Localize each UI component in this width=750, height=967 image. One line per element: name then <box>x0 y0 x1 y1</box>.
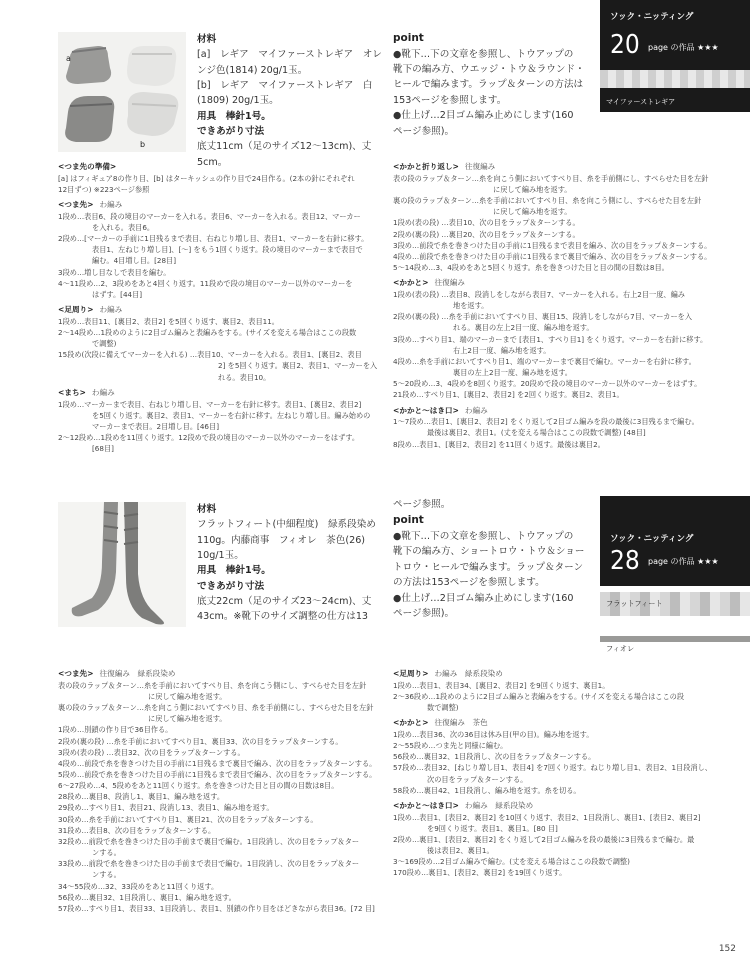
point-line: トロウ・ヒールで編みます。ラップ＆ターン <box>393 561 584 573</box>
section-heading: <かかと> <box>393 718 429 728</box>
instruction-line: 3段め…前段で糸を巻きつけた目の手前に1目残るまで表目を編み、次の目をラップ＆ターンする。 <box>393 240 712 250</box>
instruction-line: 裏目の左上2目一度、編み地を返す。 <box>453 368 572 378</box>
instruction-line: 裏の段のラップ＆ターン…糸を手前においてすべり目、糸を向こう側にし、すべらせた目を左針 <box>393 196 702 206</box>
banner-page-20: page の作品 ★★★ <box>648 43 719 52</box>
instruction-line: 33段め…前段で糸を巻きつけた目の手前まで表目で編む。1目段消し、次の目をラップ＆ター <box>58 859 360 869</box>
size-heading-28: できあがり寸法 <box>197 580 265 592</box>
banner-page-28: page の作品 ★★★ <box>648 557 719 566</box>
size-line: 5cm。 <box>197 156 228 168</box>
section-heading: <足周り> <box>393 669 429 678</box>
instruction-line: 2～55段め…つま先と同様に編む。 <box>393 741 508 751</box>
instruction-line: [68目] <box>92 444 114 454</box>
materials-block-28 <box>197 502 392 625</box>
instruction-line: 30段め…糸を手前においてすべり目1、裏目21、次の目をラップ＆ターンする。 <box>58 814 318 824</box>
instruction-line: 56段め…裏目32、1目段消し、次の目をラップ＆ターンする。 <box>393 752 596 762</box>
tools-28: 用具 棒針1号。 <box>197 565 271 577</box>
banner-number-28: 28 <box>610 546 640 576</box>
instruction-line: 表の段のラップ＆ターン…糸を手前においてすべり目、糸を向こう側にし、すべらせた目を左針 <box>58 680 367 690</box>
instruction-line: 右上2目一度、編み地を返す。 <box>453 345 551 355</box>
size-line: 底丈22cm（足のサイズ23～24cm)、丈 <box>197 596 372 608</box>
size-line: 底丈11cm（足のサイズ12～13cm)、丈 <box>197 141 372 153</box>
material-line: ンジ色(1814) 20g/1玉。 <box>197 64 308 76</box>
instructions-lower-left <box>58 664 393 914</box>
section-subheading: わ編み <box>99 200 123 210</box>
yarn-name-28-1: フラットフィート <box>606 599 663 608</box>
point-heading-28: point <box>393 514 424 527</box>
instruction-line: 2] を5回くり返す。裏目2、表目1、マーカーを入 <box>218 361 378 371</box>
instruction-line: れる。表目10。 <box>218 372 271 382</box>
section-subheading: わ編み 緑系段染め <box>464 800 534 810</box>
materials-heading-28: 材料 <box>197 504 217 515</box>
instruction-line: を入れる。表目6。 <box>92 223 155 232</box>
instruction-line: 2段め…[マーカーの手前に1目残るまで表目、右ねじり増し目、表目1、マーカーを右針に移す。 <box>58 234 369 244</box>
instruction-line: 4段め…前段で糸を巻きつけた目の手前に1目残るまで裏目で編み、次の目をラップ＆ターンする。 <box>58 758 377 768</box>
instruction-line: に戻して編み地を返す。 <box>493 207 572 217</box>
point-block-28 <box>393 497 598 621</box>
section-heading: <つま先の準備> <box>58 162 117 171</box>
photo-label-a: a <box>66 54 71 63</box>
point-line: 153ページを参照します。 <box>393 94 507 106</box>
instruction-line: 1段め…表目1、[表目2、裏目2] を10回くり返す、表目2、1目段消し、裏目1、[表目2、裏目2] <box>393 812 701 822</box>
instruction-line: 1段め…表目36、次の36目は休み目(甲の目)。編み地を返す。 <box>393 730 594 739</box>
socks-illustration-20 <box>58 32 186 152</box>
section-heading: <かかと折り返し> <box>393 162 459 171</box>
instructions-lower-right <box>393 664 718 879</box>
section-heading: <足周り> <box>58 305 94 315</box>
instruction-line: 5～20段め…3、4段めを8回くり返す。20段めで段の境目のマーカー以外のマーカーをはずす。 <box>393 379 702 389</box>
instruction-line: 21段め…すべり目1、[裏目2、表目2] を2回くり返す。裏目2、表目1。 <box>393 390 624 400</box>
instruction-line: を9回くり返す。表目1、裏目1。[80 目] <box>427 823 558 833</box>
point-line: ●靴下…下の文章を参照し、トウアップの <box>393 531 574 543</box>
material-line: 110g。内藤商事 フィオレ 茶色(26) <box>197 534 366 546</box>
instruction-line: 表目1、左ねじり増し目]、[～] をもう1回くり返す。段の境目のマーカーまで表目で <box>92 245 363 255</box>
instruction-line: 3段め(表の段) …表目32、次の目をラップ＆ターンする。 <box>58 747 245 757</box>
instruction-line: で調整) <box>92 339 117 349</box>
point-heading-20: point <box>393 32 424 44</box>
section-heading: <つま先> <box>58 669 94 678</box>
instruction-line: 表の段のラップ＆ターン…糸を向こう側においてすべり目、糸を手前側にし、すべらせた目を左針 <box>393 173 709 183</box>
instruction-line: 5～14段め…3、4段めをあと5回くり返す。糸を巻きつけた目と目の間の目数は8目。 <box>393 263 669 273</box>
instruction-line: 裏の段のラップ＆ターン…糸を向こう側においてすべり目、糸を手前側にし、すべらせた目を左針 <box>58 703 374 713</box>
carry-line-28: ページ参照。 <box>393 499 451 510</box>
section-subheading: わ編み 緑系段染め <box>434 669 503 678</box>
instruction-line: れる。裏目の左上2目一度、編み地を返す。 <box>453 323 594 333</box>
section-heading: <かかと～はき口> <box>393 405 459 415</box>
materials-heading-20: 材料 <box>197 34 217 45</box>
instruction-line: 数で調整) <box>427 703 459 713</box>
instruction-line: 32段め…前段で糸を巻きつけた目の手前まで裏目で編む。1目段消し、次の目をラップ＆ター <box>58 836 360 846</box>
section-heading: <かかと～はき口> <box>393 800 459 810</box>
section-subheading: 往復編み <box>434 278 465 288</box>
instruction-line: 56段め…裏目32、1目段消し、裏目1、編み地を返す。 <box>58 892 236 902</box>
instruction-line: 次の目をラップ＆ターンする。 <box>427 774 528 784</box>
instruction-line: 1段め…表目6、段の境目のマーカーを入れる。表目6、マーカーを入れる。表目12、マーカー <box>58 211 361 221</box>
section-subheading: 往復編み 緑系段染め <box>99 669 176 678</box>
instruction-line: 2段め(裏の段) …糸を手前においてすべり目1、裏目33、次の目をラップ＆ターンする。 <box>58 736 343 746</box>
instruction-line: 2段め…裏目1、[表目2、裏目2] をくり返して2目ゴム編みを段の最後に3目残るまで編む。最 <box>393 835 695 845</box>
point-block-20 <box>393 30 598 139</box>
instruction-line: 3段め…すべり目1、端のマーカーまで [表目1、すべり目1] をくり返す。マーカーを右針に移す。 <box>393 334 708 344</box>
material-line: (1809) 20g/1玉。 <box>197 95 279 107</box>
yarn-swatch-28-2 <box>600 636 750 642</box>
instruction-line: 2～12段め…1段めを11回くり返す。12段めで段の境目のマーカー以外のマーカーをはずす。 <box>58 433 360 443</box>
instruction-line: 地を返す。 <box>453 301 489 311</box>
instruction-line: 4～11段め…2、3段めをあと4回くり返す。11段めで段の境目のマーカー以外のマーカーを <box>58 278 353 288</box>
section-subheading: 往復編み <box>464 162 496 171</box>
instruction-line: 2段め(裏の段) …糸を手前においてすべり目、裏目15、段消しをしながら7目、マーカーを入 <box>393 312 693 322</box>
instruction-line: 3段め…増し目なしで表目を編む。 <box>58 267 171 277</box>
long-socks-illustration <box>58 502 186 627</box>
instruction-line: 4段め…糸を手前においてすべり目1、端のマーカーまで裏目で編む。マーカーを右針に移す。 <box>393 356 696 366</box>
instruction-line: に戻して編み地を返す。 <box>493 184 572 194</box>
instruction-line: マーカーまで表目。2目増し目。[46目] <box>92 421 219 431</box>
instruction-line: 1段め…マーカーまで表目、右ねじり増し目、マーカーを右針に移す。表目1、[裏目2、表目2] <box>58 399 362 409</box>
instruction-line: 2～36段め…1段めのように2目ゴム編みと表編みをする。(サイズを変える場合はここの段 <box>393 691 685 701</box>
banner-20 <box>600 0 750 112</box>
instruction-line: に戻して編み地を返す。 <box>148 691 227 701</box>
size-heading-20: できあがり寸法 <box>197 126 265 138</box>
instruction-line: 170段め…裏目1、[表目2、裏目2] を19回くり返す。 <box>393 868 567 878</box>
material-line: 10g/1玉。 <box>197 550 244 562</box>
point-line: 靴下の編み方、ショートロウ・トウ＆ショー <box>393 546 585 558</box>
instruction-line: 1段め(表の段) …表目8、段消しをしながら表目7、マーカーを入れる。右上2目一度、編み <box>393 289 685 299</box>
long-socks-photo-28 <box>58 502 186 627</box>
banner-label-20: ソック・ニッティング <box>610 12 694 22</box>
instruction-line: 57段め…すべり目1、表目33、1目段消し、表目1、別鎖の作り目をほどきながら表目36。[72 目] <box>58 903 375 913</box>
instruction-line: 編む。4目増し目。[28目] <box>92 256 177 266</box>
instruction-line: 2段め(裏の段) …裏目20、次の目をラップ＆ターンする。 <box>393 229 580 239</box>
banner-label-28: ソック・ニッティング <box>610 534 694 544</box>
instructions-upper-right <box>393 157 713 450</box>
section-heading: <つま先> <box>58 200 94 210</box>
section-subheading: わ編み <box>91 387 115 397</box>
material-line: フラットフィート(中細程度) 緑系段染め <box>197 519 376 531</box>
instruction-line: 3～169段め…2目ゴム編みで編む。(丈を変える場合はここの段数で調整) <box>393 857 630 867</box>
photo-label-b: b <box>140 140 146 149</box>
instruction-line: 28段め…裏目8、段消し1、裏目1、編み地を返す。 <box>58 792 225 802</box>
instruction-line: 8段め…表目1、[裏目2、表目2] を11回くり返す。最後は裏目2。 <box>393 439 605 449</box>
point-line: ●仕上げ…2目ゴム編み止めにします(160 <box>393 110 574 122</box>
instruction-line: 58段め…裏目42、1目段消し、編み地を返す。糸を切る。 <box>393 785 581 795</box>
instruction-line: 12目ずつ) ※223ページ参照 <box>58 184 150 194</box>
instruction-line: 最後は裏目2、表目1。(丈を変える場合はここの段数で調整) [48目] <box>427 428 646 438</box>
instruction-line: 4段め…前段で糸を巻きつけた目の手前に1目残るまで裏目で編み、次の目をラップ＆ターンする。 <box>393 251 712 261</box>
instruction-line: 29段め…すべり目1、表目21、段消し13、表目1、編み地を返す。 <box>58 803 274 813</box>
material-line: [a] レギア マイファーストレギア オレ <box>197 49 382 61</box>
section-heading: <かかと> <box>393 278 429 288</box>
instruction-line: 5段め…前段で糸を巻きつけた目の手前に1目残るまで表目で編み、次の目をラップ＆ターンする。 <box>58 770 377 780</box>
instruction-line: 1～7段め…表目1、[裏目2、表目2] をくり返して2目ゴム編みを段の最後に3目残るまで編む。 <box>393 417 699 427</box>
size-line: 43cm。※靴下のサイズ調整の仕方は13 <box>197 611 369 623</box>
section-subheading: 往復編み 茶色 <box>434 718 488 728</box>
yarn-name-20: マイファーストレギア <box>606 98 676 106</box>
yarn-name-28-2: フィオレ <box>606 644 635 653</box>
instruction-line: 後は表目2、裏目1。 <box>427 846 494 856</box>
section-subheading: わ編み <box>99 305 123 315</box>
banner-28 <box>600 496 750 586</box>
instruction-line: 1段め…表目11、[裏目2、表目2] を5回くり返す、裏目2、表目11。 <box>58 316 279 326</box>
instruction-line: 57段め…表目32、[ねじり増し目1、表目4] を7回くり返す。ねじり増し目1、表目2、1目段消し、 <box>393 763 712 773</box>
instruction-line: 34～55段め…32、33段めをあと11回くり返す。 <box>58 881 219 891</box>
instruction-line: に戻して編み地を返す。 <box>148 714 227 724</box>
materials-block-20 <box>197 32 387 170</box>
point-line: ●仕上げ…2目ゴム編み止めにします(160 <box>393 592 574 604</box>
instruction-line: 15段め(次段に備えてマーカーを入れる) …表目10、マーカーを入れる。表目1、[裏目2、表目 <box>58 350 362 360</box>
tools-20: 用具 棒針1号。 <box>197 110 271 122</box>
instruction-line: を5回くり返す。裏目2、表目1、マーカーを右針に移す。左ねじり増し目。編み始めの <box>92 410 371 420</box>
instruction-line: 6～27段め…4、5段めをあと11回くり返す。糸を巻きつけた目と目の間の目数は8目。 <box>58 781 339 791</box>
instruction-line: [a] はフィギュア8の作り目、[b] はターキッシュの作り目で24目作る。(2本の針にそれぞれ <box>58 173 355 183</box>
page-number: 152 <box>718 944 736 954</box>
point-line: ヒールで編みます。ラップ＆ターンの方法は <box>393 79 584 91</box>
instruction-line: 2～14段め…1段めのように2目ゴム編みと表編みをする。(サイズを変える場合はここの段数 <box>58 328 357 338</box>
instruction-line: ンする。 <box>92 848 121 858</box>
material-line: [b] レギア マイファーストレギア 白 <box>197 80 373 92</box>
socks-photo-20 <box>58 32 186 152</box>
instruction-line: ンする。 <box>92 870 121 880</box>
point-line: ページ参照)。 <box>393 607 455 619</box>
yarn-swatch-20 <box>600 70 750 88</box>
instruction-line: 31段め…表目8、次の目をラップ＆ターンする。 <box>58 825 216 835</box>
section-heading: <まち> <box>58 387 86 397</box>
instruction-line: 1段め…別鎖の作り目で36目作る。 <box>58 725 173 735</box>
point-line: ページ参照)。 <box>393 125 455 137</box>
section-subheading: わ編み <box>464 405 488 415</box>
instruction-line: 1段め(表の段) …表目10、次の目をラップ＆ターンする。 <box>393 218 580 228</box>
point-line: 靴下の編み方、ウエッジ・トウ＆ラウンド・ <box>393 64 585 76</box>
instructions-upper-left <box>58 157 388 454</box>
point-line: ●靴下…下の文章を参照し、トウアップの <box>393 48 574 60</box>
instruction-line: 1段め…表目1、表目34、[裏目2、表目2] を9回くり返す、裏目1。 <box>393 680 610 690</box>
instruction-line: はずす。[44目] <box>92 289 143 299</box>
banner-number-20: 20 <box>610 30 640 60</box>
point-line: の方法は153ページを参照します。 <box>393 577 545 589</box>
